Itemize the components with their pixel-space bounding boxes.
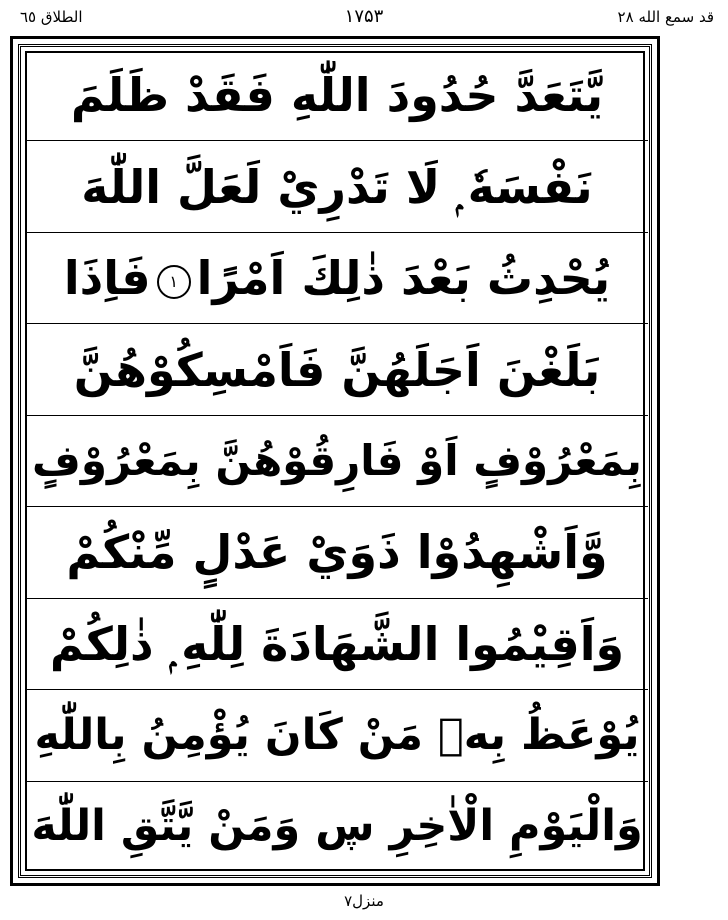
verse-text: يُوْعَظُ بِهٖ مَنْ كَانَ يُؤْمِنُ بِاللّٰهِ: [34, 709, 640, 760]
verse-text: نَفْسَهٗ ۭ لَا تَدْرِيْ لَعَلَّ اللّٰهَ: [81, 159, 593, 214]
text-line-4: [26, 324, 648, 415]
text-line-2: [26, 141, 648, 232]
verse-text-continued: فَاِذَا: [63, 251, 151, 306]
manzil-footer: منزل۷: [344, 892, 384, 910]
text-line-9: [26, 782, 648, 872]
text-lines: [26, 50, 648, 872]
text-line-5: [26, 416, 648, 507]
verse-text-with-marker: [63, 251, 611, 306]
verse-text: يَّتَعَدَّ حُدُودَ اللّٰهِ فَقَدْ ظَلَمَ: [70, 68, 604, 123]
text-line-1: [26, 50, 648, 141]
page-number: ۱۷۵۳: [344, 6, 384, 27]
verse-text: وَّاَشْهِدُوْا ذَوَيْ عَدْلٍ مِّنْكُمْ: [66, 525, 608, 580]
verse-text: بِمَعْرُوْفٍ اَوْ فَارِقُوْهُنَّ بِمَعْرُوْفٍ: [32, 435, 642, 485]
ayah-marker: ۱: [157, 265, 191, 299]
verse-text: وَالْيَوْمِ الْاٰخِرِ ڛ وَمَنْ يَّتَّقِ اللّٰهَ: [31, 801, 643, 852]
verse-text: يُحْدِثُ بَعْدَ ذٰلِكَ اَمْرًا: [196, 251, 611, 306]
text-line-3: [26, 233, 648, 324]
verse-text: بَلَغْنَ اَجَلَهُنَّ فَاَمْسِكُوْهُنَّ: [73, 342, 601, 397]
header-juz-name: قد سمع الله ۲۸: [617, 8, 714, 26]
text-line-8: [26, 690, 648, 781]
text-line-6: [26, 507, 648, 598]
text-line-7: [26, 599, 648, 690]
verse-text: وَاَقِيْمُوا الشَّهَادَةَ لِلّٰهِ ۭ ذٰلِكُمْ: [49, 616, 625, 671]
header-surah-name: الطلاق ٦٥: [20, 8, 83, 26]
